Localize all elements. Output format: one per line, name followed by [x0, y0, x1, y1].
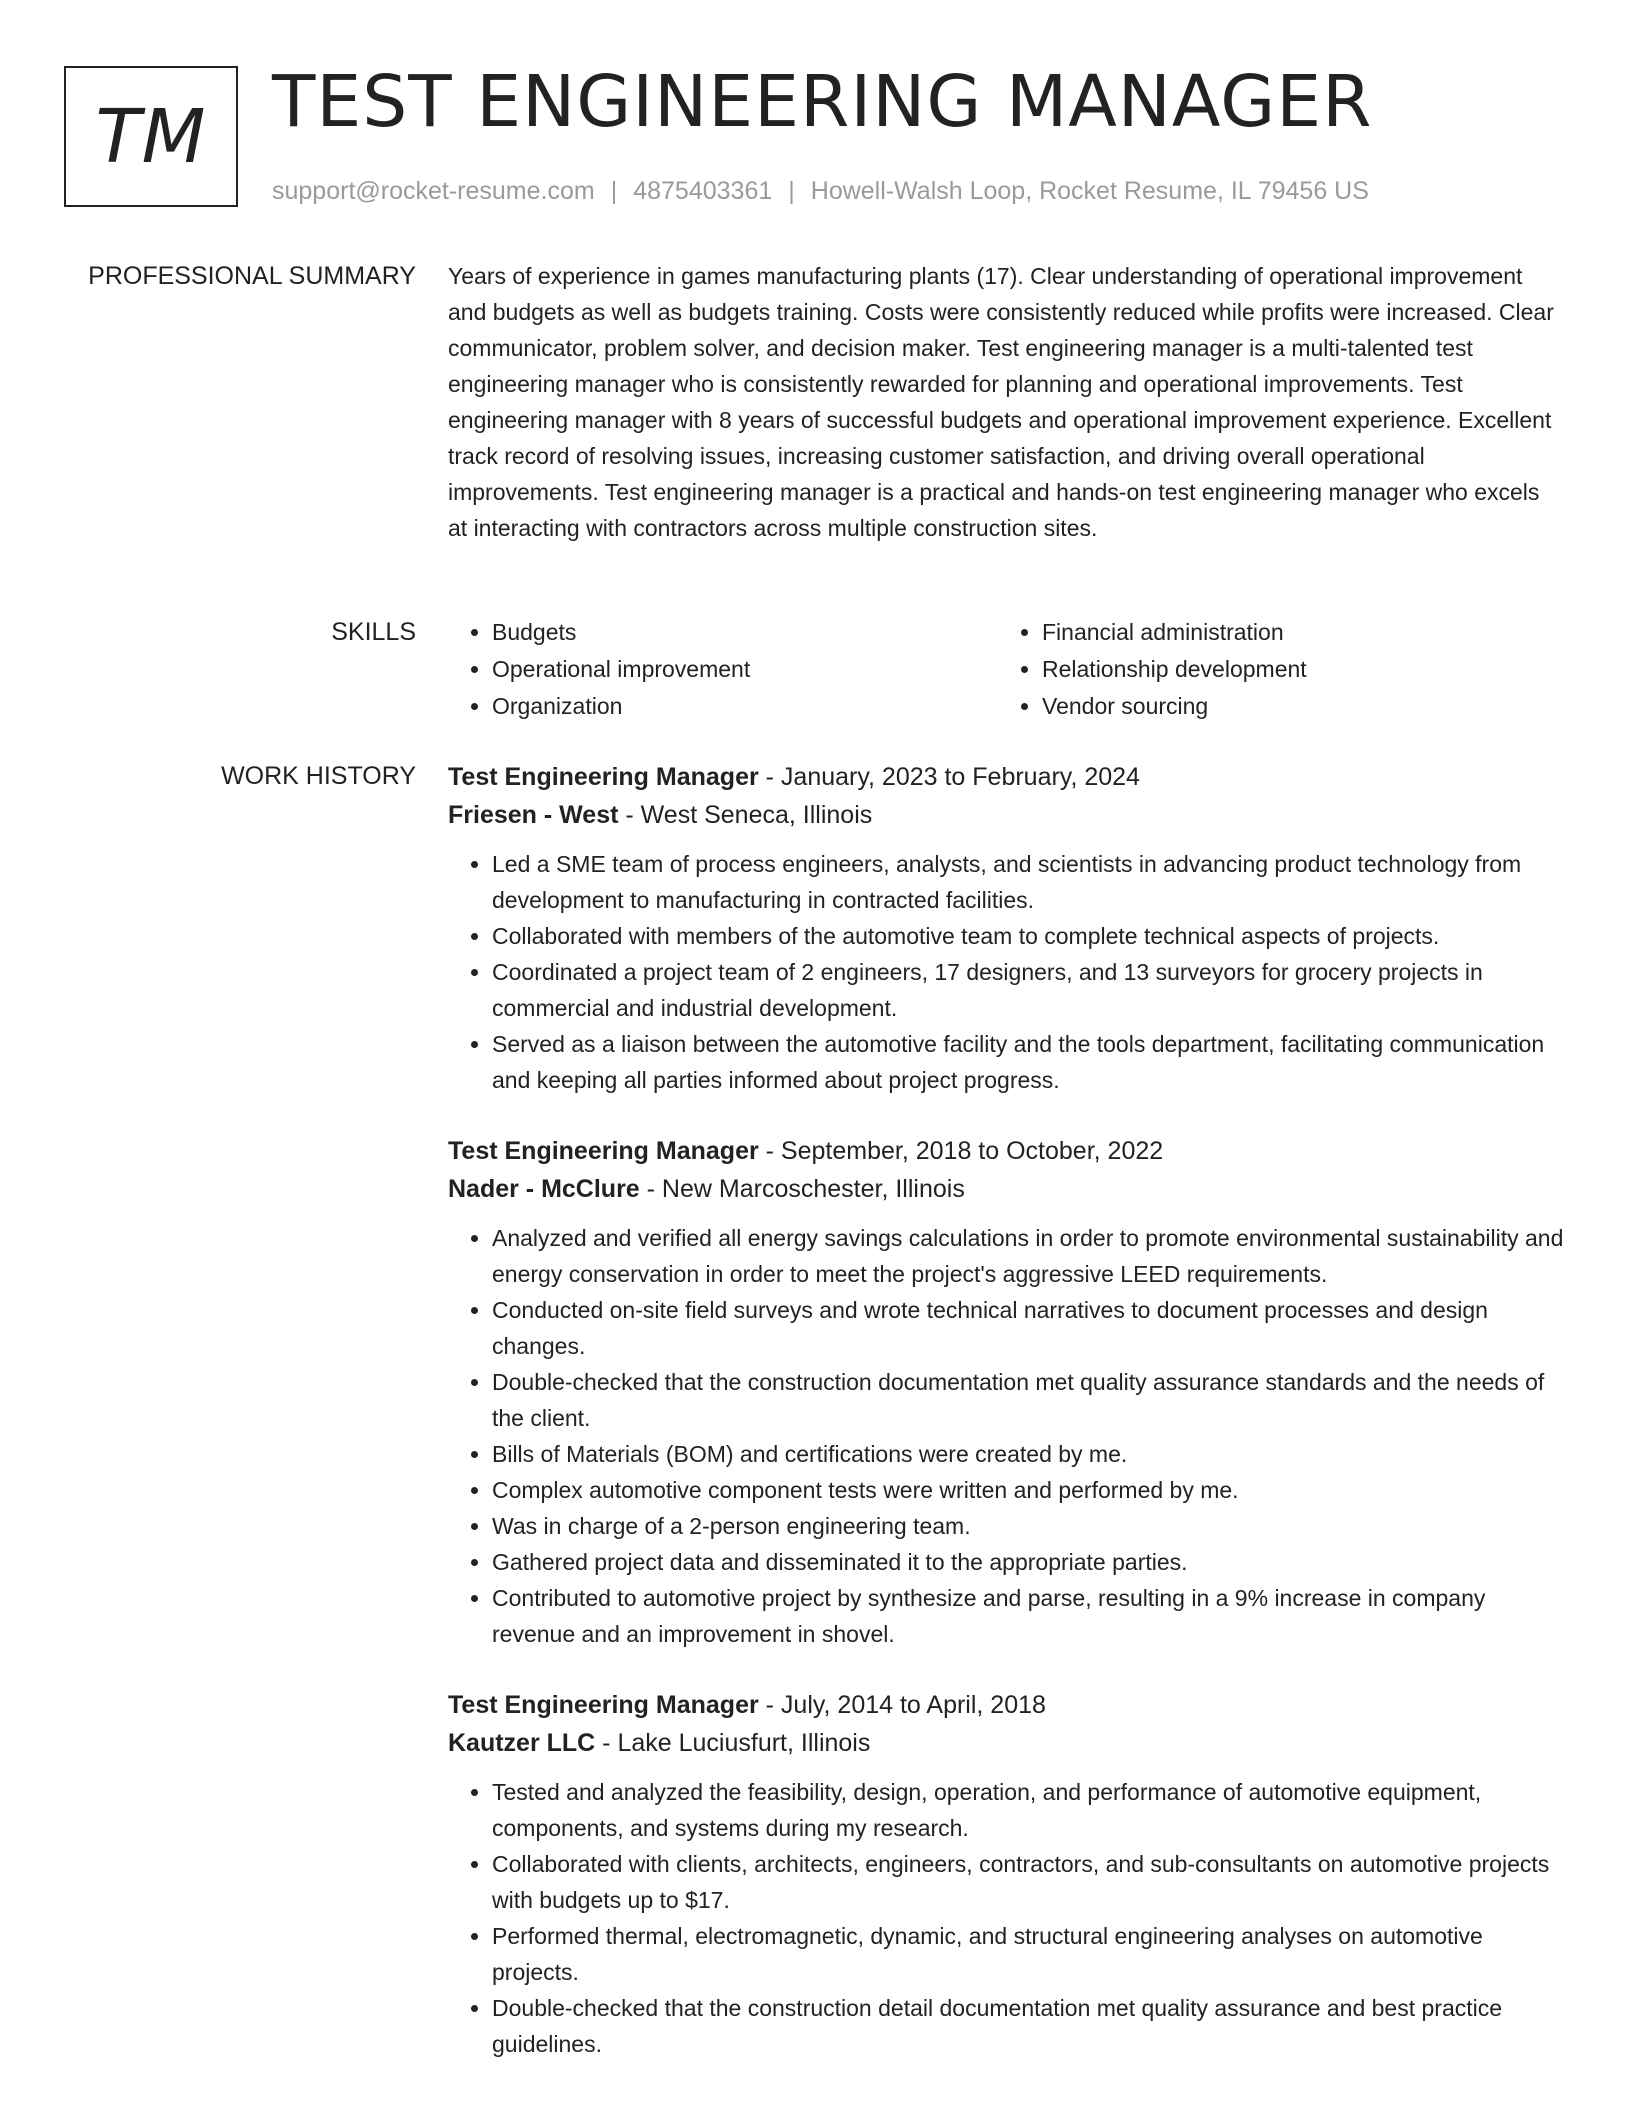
skills-list-left	[448, 614, 998, 725]
job-bullet: • Bills of Materials (BOM) and certifications were created by me.	[492, 1436, 1564, 1472]
job-bullets	[448, 846, 1564, 1098]
skill-item: • Budgets	[492, 614, 998, 651]
job-company: Friesen - West	[448, 801, 619, 829]
job-bullet: • Collaborated with clients, architects, engineers, contractors, and sub-consultants on automotive projects with budgets up to $17.	[492, 1846, 1564, 1918]
job-company-line	[448, 1724, 1564, 1762]
job-entry	[448, 1132, 1564, 1652]
contact-separator: |	[788, 177, 795, 205]
skill-item: • Organization	[492, 688, 998, 725]
job-bullet: • Tested and analyzed the feasibility, design, operation, and performance of automotive equipment, components, and systems during my research.	[492, 1774, 1564, 1846]
job-bullet: • Led a SME team of process engineers, analysts, and scientists in advancing product technology from development to manufacturing in contracted facilities.	[492, 846, 1564, 918]
job-location: - West Seneca, Illinois	[618, 801, 873, 829]
job-title-line	[448, 758, 1564, 796]
job-bullet: • Double-checked that the construction documentation met quality assurance standards and the needs of the client.	[492, 1364, 1564, 1436]
contact-email[interactable]: support@rocket-resume.com	[272, 177, 595, 205]
skills-heading: SKILLS	[331, 618, 416, 646]
job-bullet: • Served as a liaison between the automotive facility and the tools department, facilitating communication and keeping all parties informed about project progress.	[492, 1026, 1564, 1098]
job-role: Test Engineering Manager	[448, 1137, 759, 1165]
job-bullet: • Was in charge of a 2-person engineering team.	[492, 1508, 1564, 1544]
skill-item: • Relationship development	[1042, 651, 1548, 688]
skill-item: • Vendor sourcing	[1042, 688, 1548, 725]
job-bullet: • Complex automotive component tests were written and performed by me.	[492, 1472, 1564, 1508]
skills-list-right	[998, 614, 1548, 725]
skill-item: • Financial administration	[1042, 614, 1548, 651]
job-dates: - January, 2023 to February, 2024	[758, 763, 1140, 791]
job-location: - Lake Luciusfurt, Illinois	[595, 1729, 871, 1757]
job-title-line	[448, 1686, 1564, 1724]
work-history-body	[448, 758, 1564, 2096]
job-bullets	[448, 1220, 1564, 1652]
job-role: Test Engineering Manager	[448, 763, 759, 791]
job-bullet: • Conducted on-site field surveys and wrote technical narratives to document processes and design changes.	[492, 1292, 1564, 1364]
skill-item: • Operational improvement	[492, 651, 998, 688]
job-company: Kautzer LLC	[448, 1729, 596, 1757]
summary-body	[448, 258, 1564, 546]
job-location: - New Marcoschester, Illinois	[639, 1175, 965, 1203]
contact-line	[272, 174, 1369, 208]
contact-separator: |	[610, 177, 618, 205]
job-company: Nader - McClure	[448, 1175, 640, 1203]
job-bullet: • Contributed to automotive project by synthesize and parse, resulting in a 9% increase in company revenue and an improvement in shovel.	[492, 1580, 1564, 1652]
job-bullet: • Collaborated with members of the automotive team to complete technical aspects of projects.	[492, 918, 1564, 954]
job-bullets	[448, 1774, 1564, 2062]
job-bullet: • Performed thermal, electromagnetic, dynamic, and structural engineering analyses on automotive projects.	[492, 1918, 1564, 1990]
job-bullet: • Analyzed and verified all energy savings calculations in order to promote environmental sustainability and energy conservation in order to meet the project's aggressive LEED requirements.	[492, 1220, 1564, 1292]
job-dates: - July, 2014 to April, 2018	[758, 1691, 1046, 1719]
job-company-line	[448, 796, 1564, 834]
job-entry	[448, 758, 1564, 1098]
contact-address: Howell-Walsh Loop, Rocket Resume, IL 79456 US	[810, 177, 1369, 205]
job-bullet: • Gathered project data and disseminated it to the appropriate parties.	[492, 1544, 1564, 1580]
job-entry	[448, 1686, 1564, 2062]
summary-heading: PROFESSIONAL SUMMARY	[88, 262, 416, 290]
work-history-heading: WORK HISTORY	[221, 762, 416, 790]
job-dates: - September, 2018 to October, 2022	[758, 1137, 1164, 1165]
monogram-logo: TM	[64, 66, 238, 207]
job-title-line	[448, 1132, 1564, 1170]
summary-text: Years of experience in games manufacturing plants (17). Clear understanding of operational improvement and budgets as well as budgets training. Costs were consistently reduced while profits were increased. Clear communicator, problem solver, and decision maker. Test engineering manager is a multi-talented test engineering manager who is consistently rewarded for planning and operational improvements. Test engineering manager with 8 years of successful budgets and operational improvement experience. Excellent track record of resolving issues, increasing customer satisfaction, and driving overall operational improvements. Test engineering manager is a practical and hands-on test engineering manager who excels at interacting with contractors across multiple construction sites.	[448, 263, 1554, 541]
resume-title: TEST ENGINEERING MANAGER	[272, 60, 1373, 143]
job-role: Test Engineering Manager	[448, 1691, 759, 1719]
skills-body	[448, 614, 1564, 725]
job-bullet: • Coordinated a project team of 2 engineers, 17 designers, and 13 surveyors for grocery projects in commercial and industrial development.	[492, 954, 1564, 1026]
job-bullet: • Double-checked that the construction detail documentation met quality assurance and best practice guidelines.	[492, 1990, 1564, 2062]
job-company-line	[448, 1170, 1564, 1208]
contact-phone[interactable]: 4875403361	[633, 177, 773, 205]
